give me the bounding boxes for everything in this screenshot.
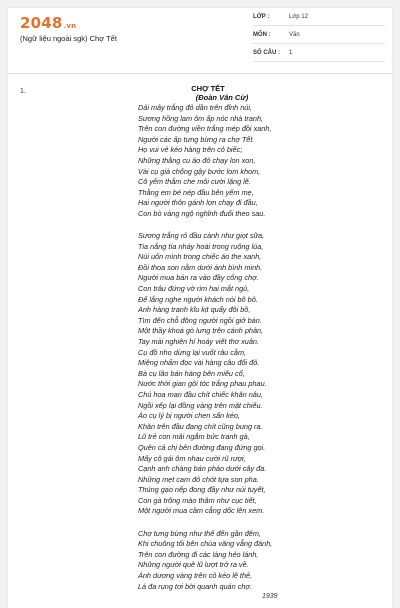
poem-line: Quên cả chị bên đường đang đứng gọi. xyxy=(138,442,266,452)
meta-row-question-count xyxy=(253,44,385,62)
site-logo[interactable] xyxy=(20,14,76,32)
poem-stanza xyxy=(138,103,388,220)
poem-line: Sương hồng lam ôm ấp nóc nhà tranh, xyxy=(138,113,264,123)
poem-body xyxy=(138,84,388,604)
question-number: 1. xyxy=(20,88,26,95)
poem-line: Dải mây trắng đỏ dần trên đỉnh núi, xyxy=(138,103,252,112)
poem-line: Một người mua cầm cẳng dốc lên xem. xyxy=(138,506,265,516)
poem-author: (Đoàn Văn Cừ) xyxy=(195,93,249,102)
poem-line: Người mua bán ra vào đầy cổng chợ. xyxy=(138,273,259,283)
poem-line: Lá đa rụng tơi bời quanh quán chợ. xyxy=(138,581,252,591)
poem-line: Khi chuông tối bên chùa văng vẳng đánh, xyxy=(138,539,273,549)
poem-line: Tay mài nghiên hí hoáy viết thơ xuân. xyxy=(138,336,259,346)
meta-label: SỐ CÂU : xyxy=(253,50,280,56)
poem-line: Họ vui vẻ kéo hàng trên cỏ biếc; xyxy=(138,145,243,155)
poem-line: Đồi thoa son nằm dưới ánh bình minh. xyxy=(138,262,263,272)
poem-line: Anh hàng tranh kĩu kịt quẩy đôi bồ, xyxy=(138,305,251,315)
poem-line: Áo cụ lý bị người chen sấn kéo, xyxy=(138,411,240,421)
poem-line: Tia nắng tía nháy hoài trong ruộng lúa, xyxy=(138,241,264,251)
logo-text: 2048 xyxy=(20,14,63,32)
poem-line: Khăn trên đầu đang chít cũng bung ra. xyxy=(138,421,263,431)
poem-line: Những người quê lũ lượt trở ra về. xyxy=(138,560,249,570)
poem-year: 1939 xyxy=(262,593,278,600)
poem-line: Tìm đến chỗ đông người ngồi giở bán. xyxy=(138,315,262,325)
poem-line: Thúng gạo nếp đong đầy như núi tuyết, xyxy=(138,485,266,495)
poem-line: Núi uốn mình trong chiếc áo the xanh, xyxy=(138,252,262,262)
poem-line: Con bò vàng ngộ nghĩnh đuổi theo sau. xyxy=(138,208,266,218)
header-divider xyxy=(8,73,392,74)
poem-line: Người các ấp tưng bừng ra chợ Tết. xyxy=(138,134,255,144)
poem-line: Cụ đồ nho dừng lại vuốt râu cằm, xyxy=(138,347,247,357)
poem-stanza xyxy=(138,231,388,517)
poem-line: Mấy cô gái ôm nhau cười rũ rượi, xyxy=(138,453,246,463)
poem-line: Cô yếm thắm che môi cười lặng lẽ. xyxy=(138,177,251,187)
poem-line: Chú hoa man đầu chít chiếc khăn nâu, xyxy=(138,389,263,399)
document-sheet xyxy=(8,8,392,608)
poem-line: Trên con đường viền trắng mép đồi xanh, xyxy=(138,124,272,134)
poem-title: CHỢ TẾT xyxy=(191,84,225,93)
meta-label: LỚP : xyxy=(253,14,270,20)
document-header xyxy=(8,8,392,70)
poem-line: Để lắng nghe người khách nói bô bô. xyxy=(138,294,258,304)
poem-line: Ánh dương vàng trên cỏ kéo lê thê, xyxy=(138,570,253,580)
poem-line: Sương trắng rỏ đầu cành như giọt sữa, xyxy=(138,231,265,241)
poem-line: Con trâu đứng vờ rim hai mắt ngủ, xyxy=(138,284,250,293)
poem-line: Cạnh anh chàng bán pháo dưới cây đa. xyxy=(138,464,267,474)
meta-row-subject xyxy=(253,26,385,44)
meta-row-class xyxy=(253,8,385,26)
poem-line: Con gà trống mào thâm như cục tiết, xyxy=(138,495,257,505)
poem-line: Bà cụ lão bán hàng bên miếu cổ, xyxy=(138,368,245,378)
poem-line: Miệng nhẩm đọc vài hàng câu đối đỏ. xyxy=(138,358,260,368)
document-title: (Ngữ liệu ngoài sgk) Chợ Tết xyxy=(20,34,117,43)
poem-stanza xyxy=(138,529,388,593)
meta-label: MÔN : xyxy=(253,32,271,38)
poem-line: Vài cụ già chống gậy bước lom khom, xyxy=(138,166,261,176)
meta-table xyxy=(253,8,385,62)
poem-line: Một thầy khoá gò lưng trên cánh phản, xyxy=(138,326,264,336)
meta-value: 1 xyxy=(289,50,293,56)
meta-value: Văn xyxy=(289,32,300,38)
poem-line: Chợ tưng bừng như thế đến gần đêm, xyxy=(138,528,261,538)
meta-value: Lớp 12 xyxy=(289,14,308,20)
poem-line: Những thằng cu áo đỏ chạy lon xon, xyxy=(138,155,256,165)
poem-stanzas xyxy=(138,103,388,592)
poem-line: Trên con đường đi các làng hẻo lánh, xyxy=(138,549,259,559)
poem-line: Thằng em bé nép đầu bên yếm mẹ, xyxy=(138,187,254,197)
logo-suffix: .vn xyxy=(63,22,77,30)
poem-line: Lũ trẻ con mải ngắm bức tranh gà, xyxy=(138,432,250,442)
poem-line: Ngồi xếp lại đồng vàng trên mặt chiếu. xyxy=(138,400,263,410)
poem-line: Nước thời gian gội tóc trắng phau phau. xyxy=(138,379,267,389)
poem-line: Hai người thôn gánh lợn chạy đi đầu, xyxy=(138,198,258,208)
poem-line: Những mẹt cam đỏ chót tựa son pha. xyxy=(138,474,259,484)
